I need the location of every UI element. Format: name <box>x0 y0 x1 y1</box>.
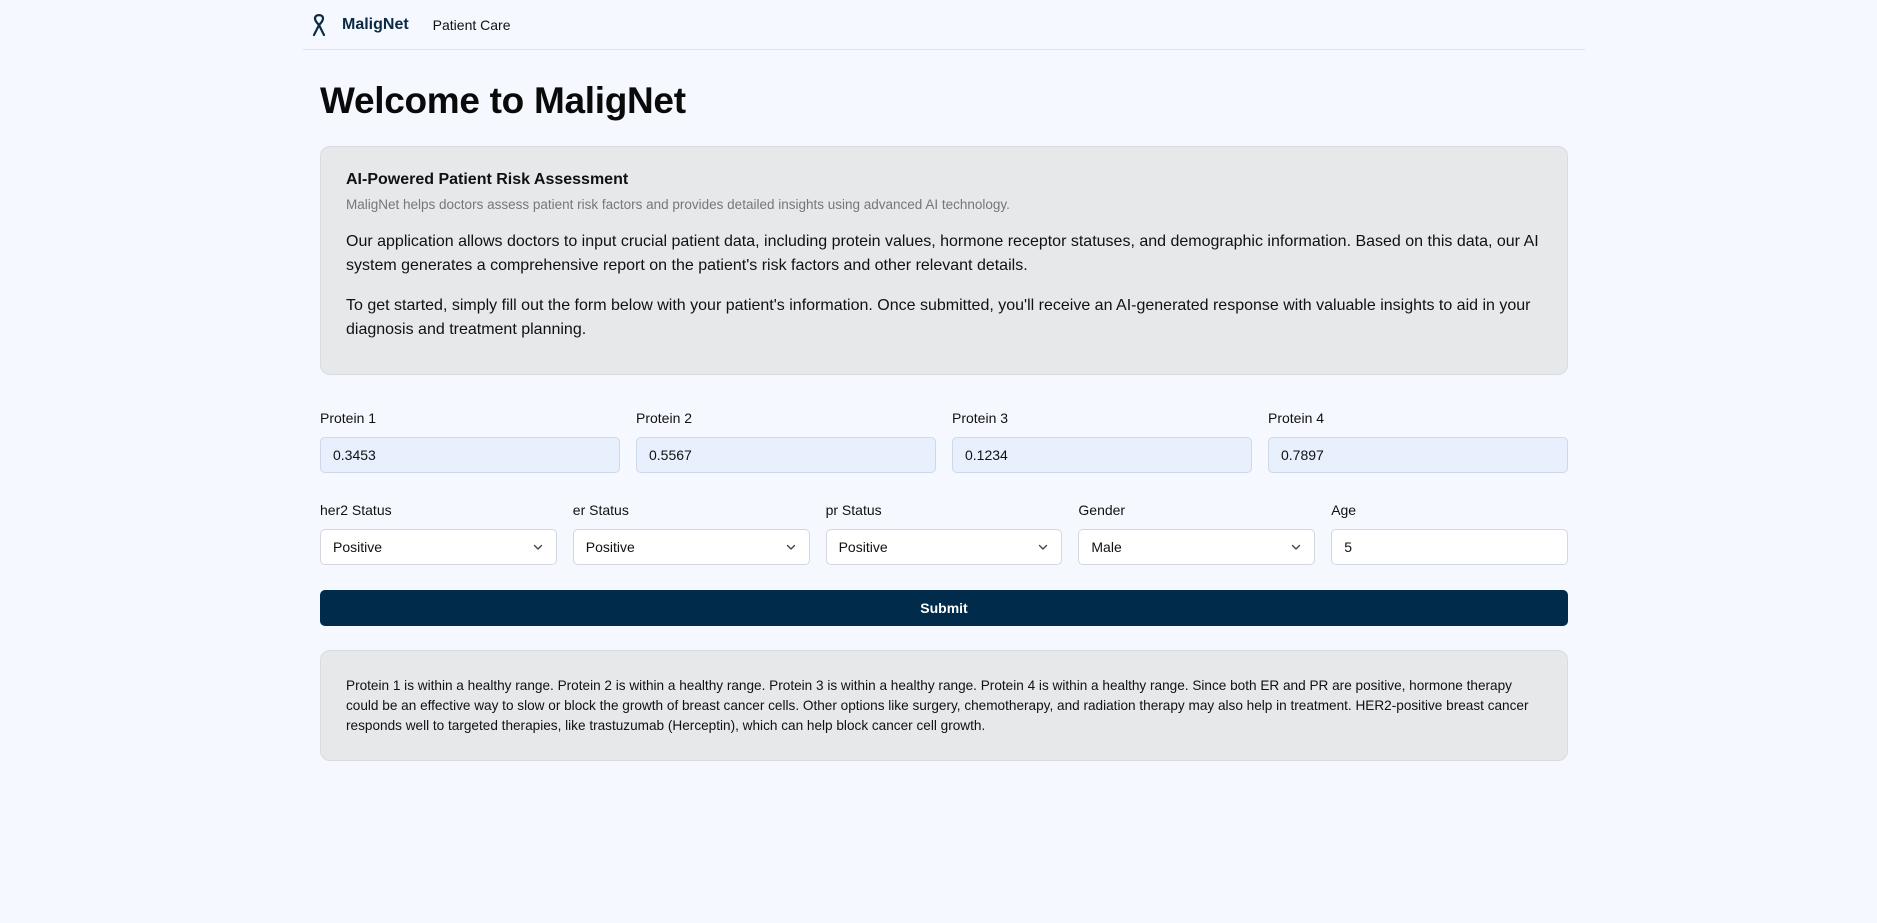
protein1-input[interactable] <box>320 437 620 473</box>
her2-value: Positive <box>333 539 383 555</box>
intro-card <box>320 146 1568 375</box>
protein3-input[interactable] <box>952 437 1252 473</box>
her2-select[interactable] <box>320 529 557 565</box>
page-title: Welcome to MaligNet <box>320 80 686 121</box>
protein1-field <box>320 409 620 473</box>
chevron-down-icon <box>1290 541 1302 553</box>
intro-title: AI-Powered Patient Risk Assessment <box>346 171 629 188</box>
protein4-input[interactable] <box>1268 437 1568 473</box>
pr-select[interactable] <box>826 529 1063 565</box>
protein2-field <box>636 409 936 473</box>
nav-link-patient-care[interactable]: Patient Care <box>432 16 511 33</box>
result-card <box>320 650 1568 761</box>
protein4-field <box>1268 409 1568 473</box>
protein3-field <box>952 409 1252 473</box>
ribbon-icon <box>306 12 332 38</box>
protein1-label: Protein 1 <box>320 410 377 426</box>
chevron-down-icon <box>785 541 797 553</box>
protein3-label: Protein 3 <box>952 410 1009 426</box>
er-select[interactable] <box>573 529 810 565</box>
her2-label: her2 Status <box>320 502 392 518</box>
gender-value: Male <box>1091 539 1122 555</box>
age-input[interactable] <box>1331 529 1568 565</box>
er-field <box>573 501 810 565</box>
er-label: er Status <box>572 502 629 518</box>
brand-name: MaligNet <box>342 15 409 33</box>
pr-label: pr Status <box>825 502 882 518</box>
protein2-label: Protein 2 <box>636 410 693 426</box>
chevron-down-icon <box>1037 541 1049 553</box>
er-value: Positive <box>585 539 635 555</box>
brand-link[interactable] <box>306 12 409 38</box>
protein4-label: Protein 4 <box>1268 410 1325 426</box>
intro-paragraph-1: Our application allows doctors to input crucial patient data, including protein values, hormone receptor statuses, and demographic information. Based on this data, our AI system generates a comprehensive report on the patient's risk factors and other relevant details. <box>346 233 1539 274</box>
chevron-down-icon <box>532 541 544 553</box>
top-navbar <box>303 0 1585 50</box>
gender-select[interactable] <box>1078 529 1315 565</box>
submit-button[interactable]: Submit <box>320 590 1568 626</box>
intro-subtitle: MaligNet helps doctors assess patient risk factors and provides detailed insights using advanced AI technology. <box>346 197 1010 212</box>
result-text: Protein 1 is within a healthy range. Protein 2 is within a healthy range. Protein 3 is within a healthy range. Protein 4 is within a healthy range. Since both ER and PR are positive, hormone therapy could be an effective way to slow or block the growth of breast cancer cells. Other options like surgery, chemotherapy, and radiation therapy may also help in treatment. HER2-positive breast cancer responds well to targeted therapies, like trastuzumab (Herceptin), which can help block cancer cell growth. <box>346 678 1529 733</box>
age-field <box>1331 501 1568 565</box>
intro-paragraph-2: To get started, simply fill out the form below with your patient's information. Once submitted, you'll receive an AI-generated response with valuable insights to aid in your diagnosis and treatment planning. <box>346 297 1531 338</box>
gender-field <box>1078 501 1315 565</box>
pr-field <box>826 501 1063 565</box>
pr-value: Positive <box>838 539 888 555</box>
age-label: Age <box>1331 502 1357 518</box>
protein-fields-row <box>320 409 1568 473</box>
gender-label: Gender <box>1078 502 1126 518</box>
her2-field <box>320 501 557 565</box>
status-fields-row <box>320 501 1568 565</box>
protein2-input[interactable] <box>636 437 936 473</box>
